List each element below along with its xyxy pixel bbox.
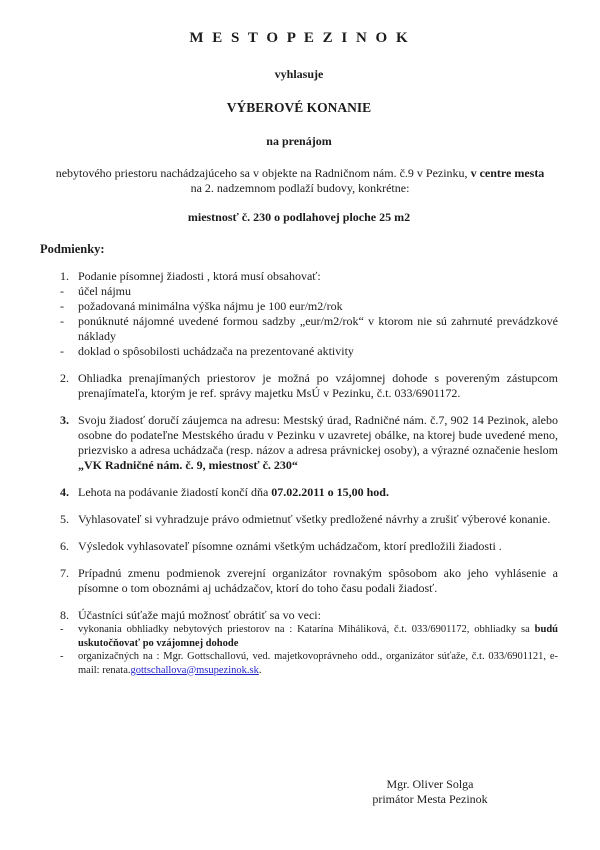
signatory-title: primátor Mesta Pezinok xyxy=(372,792,488,806)
item-1-bullet-2-text: požadovaná minimálna výška nájmu je 100 eur/m2/rok xyxy=(78,299,343,313)
intro-paragraph xyxy=(26,166,574,196)
item-1-bullet-2 xyxy=(40,299,558,314)
item-8-text: Účastníci súťaže majú možnosť obrátiť sa vo veci: xyxy=(78,608,321,622)
procedure-title: VÝBEROVÉ KONANIE xyxy=(226,100,372,115)
dash-marker: - xyxy=(60,284,64,298)
item-8-bullet-2-text: organizačných na : Mgr. Gottschallovú, ved. majetkovoprávneho odd., organizátor súťaže, č.t. 033/6901121, e-mail: renata. xyxy=(78,651,558,676)
item-8-bullet-1-text: vykonania obhliadky nebytových priestorov na : Katarína Miháliková, č.t. 033/6901172, obhliadky sa xyxy=(78,624,535,635)
item-1-bullet-1-text: účel nájmu xyxy=(78,284,131,298)
item-1-bullet-1 xyxy=(40,284,558,299)
signature-block xyxy=(310,777,550,807)
item-4-number: 4. xyxy=(60,485,69,499)
intro-line1 xyxy=(56,166,545,180)
dash-marker: - xyxy=(60,624,64,635)
dash-marker: - xyxy=(60,651,64,662)
intro-line1-bold: v centre mesta xyxy=(470,166,545,180)
item-1-bullet-3-text: ponúknuté nájomné uvedené formou sadzby „eur/m2/rok“ v ktorom nie sú zahrnuté prevádzkové náklady xyxy=(78,314,558,343)
item-1-bullet-4 xyxy=(40,344,558,359)
condition-item-8 xyxy=(40,608,558,623)
signatory-name: Mgr. Oliver Solga xyxy=(386,777,474,791)
item-4-deadline-bold: 07.02.2011 o 15,00 hod. xyxy=(271,485,389,499)
condition-item-3 xyxy=(40,413,558,473)
dash-marker: - xyxy=(60,299,64,313)
dash-marker: - xyxy=(60,314,64,328)
condition-item-6 xyxy=(40,539,558,554)
item-1-text: Podanie písomnej žiadosti , ktorá musí obsahovať: xyxy=(78,269,321,283)
item-8-bullet-2-after: . xyxy=(258,664,262,676)
item-7-number: 7. xyxy=(60,566,69,580)
item-3-text: Svoju žiadosť doručí záujemca na adresu: Mestský úrad, Radničné nám. č.7, 902 14 Pezinok, alebo osobne do podateľne Mestského úradu v Pezinku v uzavretej obálke, na ktorej bude uvedené meno, priezvisko a adresa uchádzača (resp. názov a adresa právnickej osoby), a výrazné označenie heslom xyxy=(78,413,558,457)
condition-item-2 xyxy=(40,371,558,401)
condition-item-5 xyxy=(40,512,558,527)
email-link[interactable]: gottschallova@msupezinok.sk xyxy=(130,664,259,676)
item-1-bullet-4-text: doklad o spôsobilosti uchádzača na prezentované aktivity xyxy=(78,344,354,358)
condition-item-7 xyxy=(40,566,558,596)
item-5-number: 5. xyxy=(60,512,69,526)
item-4-text: Lehota na podávanie žiadostí končí dňa xyxy=(78,485,272,499)
item-8-bullet-1 xyxy=(40,623,558,650)
document-title: M E S T O P E Z I N O K xyxy=(189,30,409,46)
item-2-text: Ohliadka prenajímaných priestorov je možná po vzájomnej dohode s povereným zástupcom prenajímateľa, ktorým je ref. správy majetku MsÚ v Pezinku, č.t. 033/6901172. xyxy=(78,371,558,400)
intro-line2: na 2. nadzemnom podlaží budovy, konkrétne: xyxy=(190,181,410,195)
item-2-number: 2. xyxy=(60,371,69,385)
condition-item-4 xyxy=(40,485,558,500)
conditions-heading: Podmienky: xyxy=(40,242,105,256)
item-1-number: 1. xyxy=(60,269,69,283)
item-5-text: Vyhlasovateľ si vyhradzuje právo odmietnuť všetky predložené návrhy a zrušiť výberové konanie. xyxy=(78,512,551,526)
item-7-text: Prípadnú zmenu podmienok zverejní organizátor rovnakým spôsobom ako jeho vyhlásenie a písomne o tom oboznámi aj uchádzačov, ktorí do toho času podali žiadosť. xyxy=(78,566,558,595)
announce-line: vyhlasuje xyxy=(274,67,324,81)
item-3-slogan-bold: „VK Radničné nám. č. 9, miestnosť č. 230“ xyxy=(78,458,298,472)
item-8-bullet-1-bold: budú uskutočňovať po vzájomnej dohode xyxy=(78,624,558,649)
item-1-bullet-3 xyxy=(40,314,558,344)
lease-line: na prenájom xyxy=(266,134,332,148)
item-8-number: 8. xyxy=(60,608,69,622)
condition-item-1 xyxy=(40,269,558,284)
item-8-bullet-2 xyxy=(40,650,558,677)
subject-line: miestnosť č. 230 o podlahovej ploche 25 m2 xyxy=(187,210,411,224)
intro-line1-text: nebytového priestoru nachádzajúceho sa v objekte na Radničnom nám. č.9 v Pezinku, xyxy=(55,166,471,180)
item-6-number: 6. xyxy=(60,539,69,553)
dash-marker: - xyxy=(60,344,64,358)
item-6-text: Výsledok vyhlasovateľ písomne oznámi všetkým uchádzačom, ktorí predložili žiadosti . xyxy=(78,539,502,553)
item-3-number: 3. xyxy=(60,413,69,427)
